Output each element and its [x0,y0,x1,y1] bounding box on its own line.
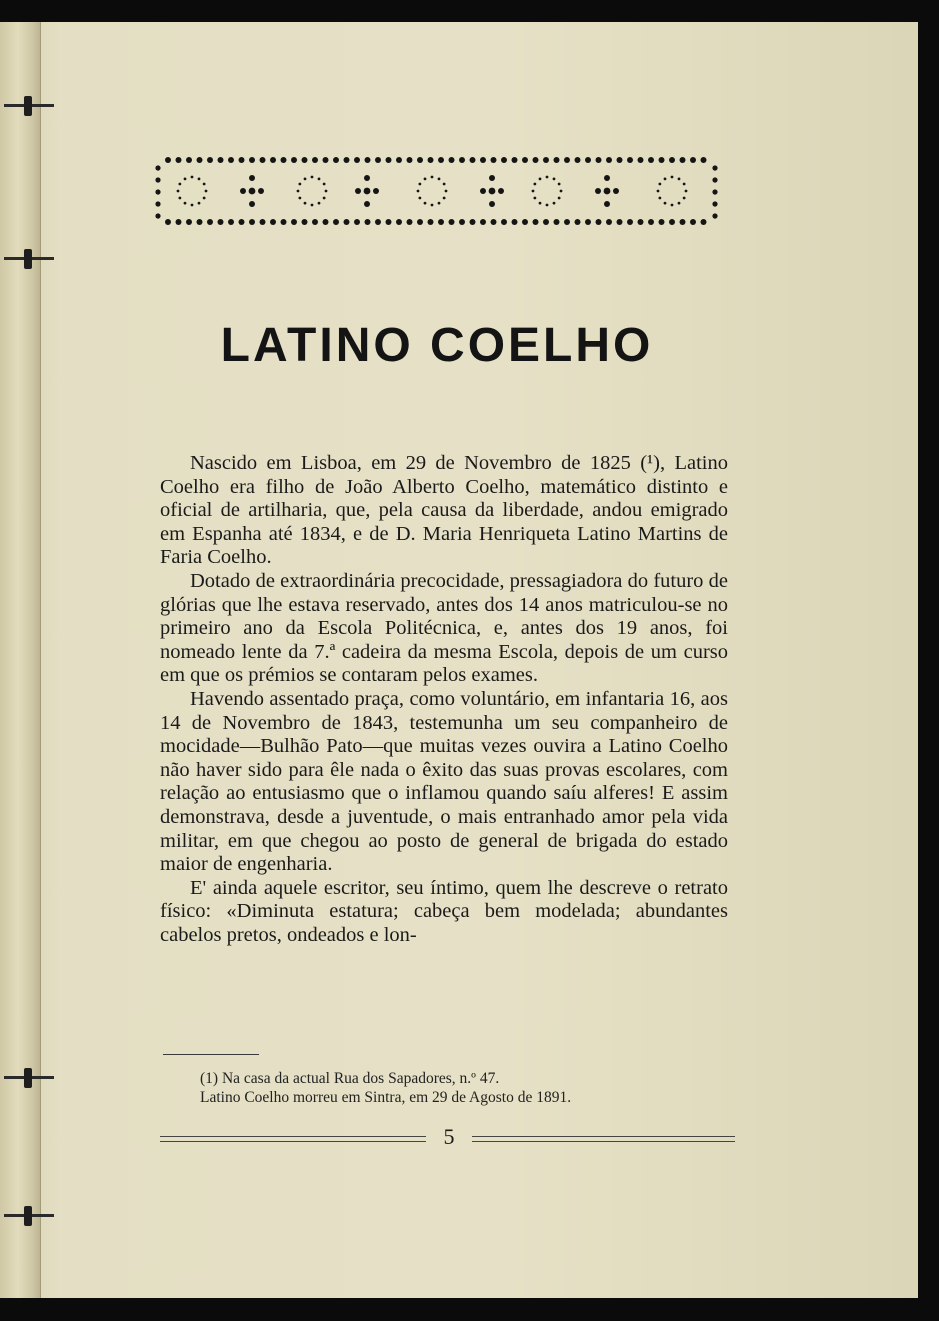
footnote-divider [163,1054,259,1055]
page-spine [0,22,41,1298]
page-title: LATINO COELHO [220,319,654,372]
footnote: (1) Na casa da actual Rua dos Sapadores, n.º 47. [200,1070,500,1087]
body-text [160,452,728,947]
decorative-ornament [152,152,722,232]
binding-stitch [4,1074,54,1082]
folio-rule-right [472,1136,735,1142]
binding-stitch [4,255,54,263]
paragraph: Nascido em Lisboa, em 29 de Novembro de 1825 (¹), Latino Coelho era filho de João Alberto Coelho, matemático distinto e oficial de artilharia, que, pela causa da liberdade, andou emigrado em Espanha até 1834, e de D. Maria Henriqueta Latino Martins de Faria Coelho. [160,452,728,569]
page-number: 5 [443,1124,455,1149]
footnotes [200,1069,740,1107]
paragraph: Dotado de extraordinária precocidade, pressagiadora do futuro de glórias que lhe estava reservado, antes dos 14 anos matriculou-se no primeiro ano da Escola Politécnica, e, antes dos 19 anos, foi nomeado lente da 7.ª cadeira da mesma Escola, depois de um curso em que os prémios se contaram pelos exames. [160,569,728,687]
footnote: Latino Coelho morreu em Sintra, em 29 de Agosto de 1891. [200,1089,572,1106]
paragraph: E' ainda aquele escritor, seu íntimo, quem lhe descreve o retrato físico: «Diminuta estatura; cabeça bem modelada; abundantes cabelos pretos, ondeados e lon- [160,876,728,946]
binding-stitch [4,1212,54,1220]
folio-rule-left [160,1136,426,1142]
binding-stitch [4,102,54,110]
paragraph: Havendo assentado praça, como voluntário, em infantaria 16, aos 14 de Novembro de 1843, testemunha um seu companheiro de mocidade—Bulhão Pato—que muitas vezes ouvira a Latino Coelho não haver sido para êle nada o êxito das suas provas escolares, com relação ao entusiasmo que o inflamou quando saíu alferes! E assim demonstrava, desde a juventude, o mais entranhado amor pela vida militar, em que chegou ao posto de general de brigada do estado maior de engenharia. [160,687,728,876]
page-folio [160,1124,735,1154]
